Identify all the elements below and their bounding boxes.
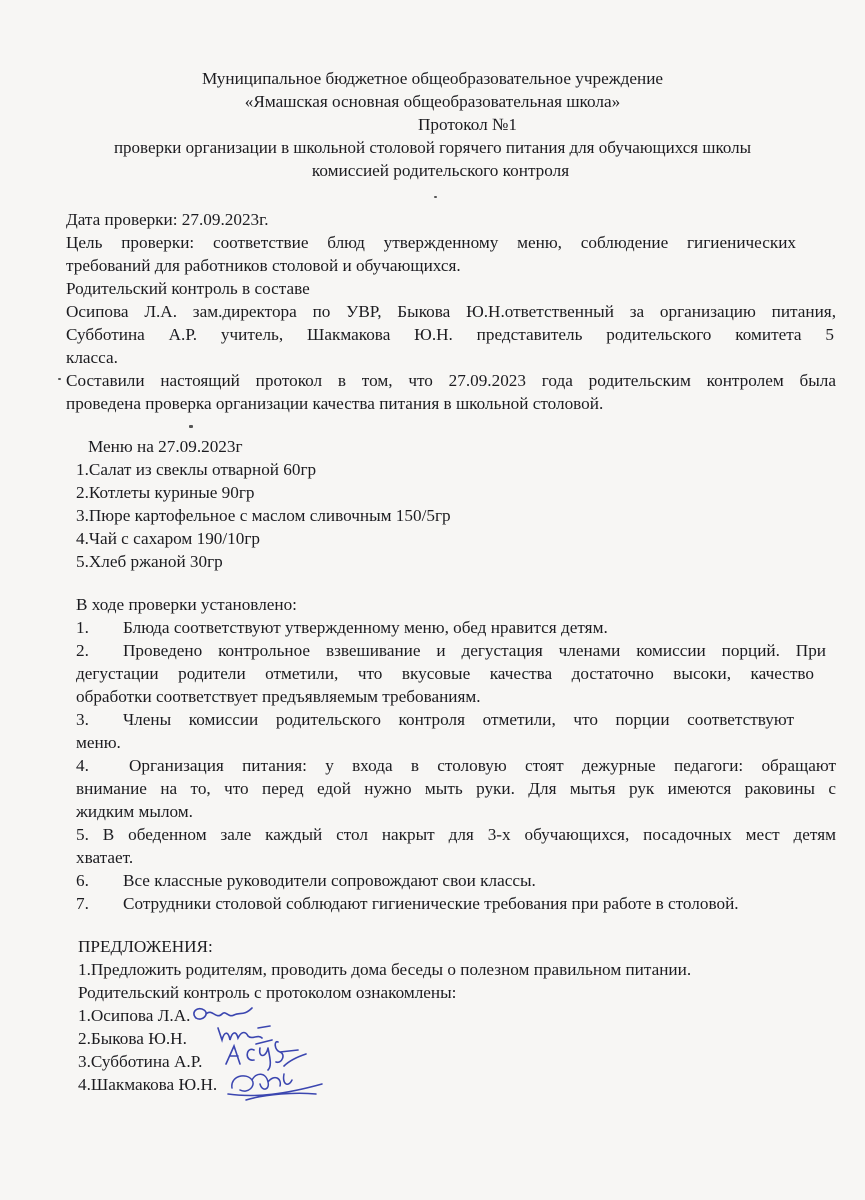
scan-speck — [189, 425, 193, 428]
protocol-title: Протокол №1 — [418, 115, 517, 134]
finding-1 — [76, 617, 608, 639]
composition-label: Родительский контроль в составе — [66, 279, 310, 298]
finding-5-line-1: 5. В обеденном зале каждый стол накрыт для 3-х обучающихся, посадочных мест детям — [76, 825, 836, 844]
statement-line-2: проведена проверка организации качества питания в школьной столовой. — [66, 394, 604, 413]
finding-number: 3. — [76, 710, 89, 729]
finding-text: Блюда соответствуют утвержденному меню, обед нравится детям. — [123, 618, 608, 637]
finding-text: Проведено контрольное взвешивание и дегустация членами комиссии порций. При — [123, 641, 826, 660]
finding-number: 2. — [76, 641, 89, 660]
signer-name: 4.Шакмакова Ю.Н. — [78, 1075, 218, 1094]
menu-item: 4.Чай с сахаром 190/10гр — [76, 529, 260, 548]
finding-number: 1. — [76, 618, 89, 637]
protocol-subject-line-2: комиссией родительского контроля — [311, 161, 570, 180]
finding-text: Члены комиссии родительского контроля отметили, что порции соответствуют — [123, 710, 794, 729]
protocol-subject-line-1: проверки организации в школьной столовой горячего питания для обучающихся школы — [113, 138, 752, 157]
finding-number: 4. — [76, 756, 89, 775]
finding-4-line-1 — [76, 755, 836, 777]
finding-3-line-1 — [76, 709, 794, 731]
inspection-date: Дата проверки: 27.09.2023г. — [66, 210, 269, 229]
menu-title: Меню на 27.09.2023г — [88, 437, 243, 456]
proposals-title: ПРЕДЛОЖЕНИЯ: — [78, 937, 213, 956]
finding-text: Все классные руководители сопровождают свои классы. — [123, 871, 536, 890]
finding-text: Организация питания: у входа в столовую стоят дежурные педагоги: обращают — [129, 756, 836, 775]
signature-shakmakova — [226, 1064, 326, 1107]
finding-number: 7. — [76, 894, 89, 913]
findings-title: В ходе проверки установлено: — [76, 595, 297, 614]
finding-5-line-2: хватает. — [76, 848, 134, 867]
finding-7 — [76, 893, 739, 915]
inspection-goal-line-2: требований для работников столовой и обучающихся. — [66, 256, 461, 275]
signer-name: 1.Осипова Л.А. — [78, 1006, 191, 1025]
members-line-3: класса. — [66, 348, 118, 367]
finding-6 — [76, 870, 536, 892]
finding-4-line-3: жидким мылом. — [76, 802, 193, 821]
institution-name: Муниципальное бюджетное общеобразовательное учреждение — [201, 69, 664, 88]
finding-number: 6. — [76, 871, 89, 890]
inspection-goal-line-1: Цель проверки: соответствие блюд утвержденному меню, соблюдение гигиенических — [66, 233, 796, 252]
menu-item: 1.Салат из свеклы отварной 60гр — [76, 460, 317, 479]
finding-4-line-2: внимание на то, что перед едой нужно мыть руки. Для мытья рук имеются раковины с — [76, 779, 836, 798]
menu-item: 2.Котлеты куриные 90гр — [76, 483, 255, 502]
signer-name: 2.Быкова Ю.Н. — [78, 1029, 187, 1048]
finding-text: Сотрудники столовой соблюдают гигиенические требования при работе в столовой. — [123, 894, 739, 913]
proposal-1: 1.Предложить родителям, проводить дома беседы о полезном правильном питании. — [78, 960, 692, 979]
finding-2-line-3: обработки соответствует предъявляемым требованиям. — [76, 687, 481, 706]
statement-line-1: Составили настоящий протокол в том, что 27.09.2023 года родительским контролем была — [66, 371, 836, 390]
finding-2-line-1 — [76, 640, 826, 662]
school-name: «Ямашская основная общеобразовательная школа» — [244, 92, 621, 111]
menu-item: 5.Хлеб ржаной 30гр — [76, 552, 223, 571]
scan-speck — [58, 378, 61, 380]
menu-item: 3.Пюре картофельное с маслом сливочным 150/5гр — [76, 506, 451, 525]
signer-name: 3.Субботина А.Р. — [78, 1052, 203, 1071]
acknowledgement-line: Родительский контроль с протоколом ознакомлены: — [78, 983, 457, 1002]
finding-3-line-2: меню. — [76, 733, 121, 752]
finding-2-line-2: дегустации родители отметили, что вкусовые качества достаточно высоки, качество — [76, 664, 814, 683]
members-line-2: Субботина А.Р. учитель, Шакмакова Ю.Н. представитель родительского комитета 5 — [66, 325, 834, 344]
scan-speck — [434, 196, 437, 198]
members-line-1: Осипова Л.А. зам.директора по УВР, Быкова Ю.Н.ответственный за организацию питания, — [66, 302, 836, 321]
